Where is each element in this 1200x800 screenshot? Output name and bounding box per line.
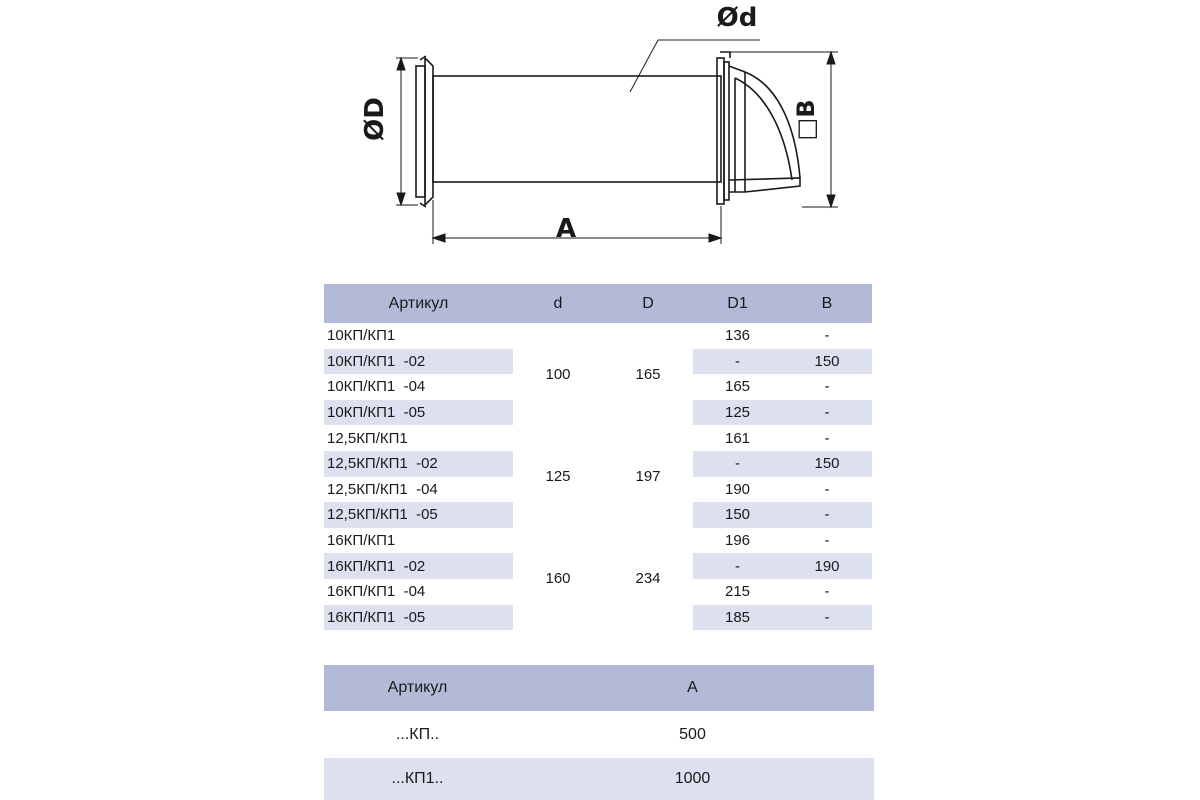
article-cell: 12,5КП/КП1 <box>327 429 408 447</box>
D-cell: 165 <box>603 323 693 425</box>
B-cell: - <box>824 327 830 345</box>
article-cell: 16КП/КП1 -02 <box>324 553 513 579</box>
B-cell: - <box>824 429 830 447</box>
D1-cell: 190 <box>724 480 751 498</box>
article-cell: 16КП/КП1 -05 <box>324 605 513 631</box>
article-cell: 10КП/КП1 -05 <box>324 400 513 426</box>
d-cell: 100 <box>513 323 603 425</box>
B-cell: - <box>824 583 830 601</box>
B-cell: - <box>824 480 830 498</box>
B-cell: 150 <box>782 349 872 375</box>
header-article: Артикул <box>324 284 513 323</box>
table-row <box>324 323 872 349</box>
article-cell: 10КП/КП1 <box>327 327 396 345</box>
table-row <box>324 528 872 554</box>
D1-cell: 125 <box>693 400 782 426</box>
label-d: Ød <box>716 3 758 33</box>
article-cell: 12,5КП/КП1 -02 <box>324 451 513 477</box>
D1-cell: 215 <box>724 583 751 601</box>
D-cell: 234 <box>603 528 693 630</box>
table-row <box>324 711 874 758</box>
D1-cell: - <box>693 451 782 477</box>
D1-cell: 165 <box>724 378 751 396</box>
table-row <box>324 758 874 800</box>
table-row <box>324 425 872 451</box>
header-A: A <box>511 665 874 711</box>
pipe-body <box>433 76 721 182</box>
left-flange-lip <box>425 58 433 205</box>
D1-cell: 196 <box>724 532 751 550</box>
left-flange <box>416 66 425 197</box>
B-cell: - <box>782 502 872 528</box>
d-cell: 160 <box>513 528 603 630</box>
table-header-row <box>324 284 872 323</box>
label-B: □B <box>792 99 820 141</box>
header-d: d <box>513 284 603 323</box>
article-cell: 12,5КП/КП1 -05 <box>324 502 513 528</box>
D-cell: 197 <box>603 425 693 527</box>
article-cell: ...КП.. <box>395 725 440 743</box>
dimensions-table <box>324 284 872 630</box>
label-D: ØD <box>360 97 390 141</box>
B-cell: 190 <box>782 553 872 579</box>
technical-drawing <box>0 0 1200 270</box>
D1-cell: 150 <box>693 502 782 528</box>
leader-line-d <box>630 40 658 92</box>
B-cell: - <box>824 532 830 550</box>
A-cell: 1000 <box>511 758 874 800</box>
article-cell: 16КП/КП1 -04 <box>327 583 426 601</box>
article-cell: 16КП/КП1 <box>327 532 396 550</box>
header-B: B <box>782 284 872 323</box>
header-D: D <box>603 284 693 323</box>
D1-cell: 136 <box>724 327 751 345</box>
article-cell: 10КП/КП1 -04 <box>327 378 426 396</box>
D1-cell: 161 <box>724 429 751 447</box>
D1-cell: - <box>693 349 782 375</box>
header-D1: D1 <box>693 284 782 323</box>
B-cell: - <box>782 400 872 426</box>
article-cell: 12,5КП/КП1 -04 <box>327 480 438 498</box>
header-article: Артикул <box>324 665 511 711</box>
label-A: A <box>555 214 577 244</box>
B-cell: - <box>824 378 830 396</box>
table-header-row <box>324 665 874 711</box>
A-cell: 500 <box>679 725 706 743</box>
article-cell: 10КП/КП1 -02 <box>324 349 513 375</box>
D1-cell: - <box>693 553 782 579</box>
article-cell: ...КП1.. <box>324 758 511 800</box>
B-cell: 150 <box>782 451 872 477</box>
d-cell: 125 <box>513 425 603 527</box>
B-cell: - <box>782 605 872 631</box>
length-table <box>324 665 874 800</box>
D1-cell: 185 <box>693 605 782 631</box>
